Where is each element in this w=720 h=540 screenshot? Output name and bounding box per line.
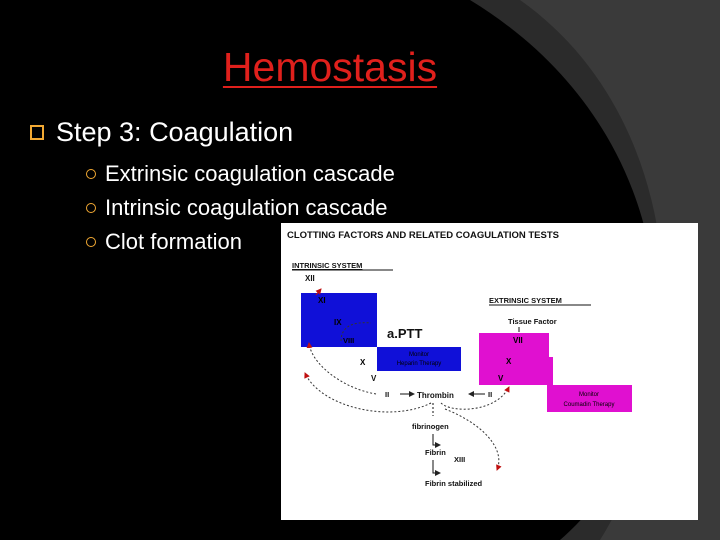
arrow-to-stabilized	[433, 460, 440, 473]
factor-ii-right: II	[488, 390, 493, 399]
factor-x-extrinsic: X	[506, 357, 512, 366]
tissue-factor-label: Tissue Factor	[508, 317, 557, 326]
circle-bullet-icon	[86, 237, 96, 247]
feedback-curve-1	[309, 343, 376, 394]
bullet-text: Step 3: Coagulation	[56, 117, 294, 147]
coagulation-diagram	[281, 223, 698, 520]
extrinsic-system-title: EXTRINSIC SYSTEM	[489, 296, 562, 305]
square-bullet-icon	[30, 125, 44, 140]
sub-bullet-text: Extrinsic coagulation cascade	[105, 161, 395, 186]
sub-bullet-item	[86, 157, 395, 191]
aptt-note-line-1: Monitor	[408, 352, 430, 358]
factor-ii-left: II	[385, 390, 390, 399]
pt-note-line-1: Monitor	[578, 392, 600, 398]
thrombin-label: Thrombin	[417, 391, 454, 400]
pt-note-line-2: Coumadin Therapy	[563, 402, 615, 408]
aptt-note-line-2: Heparin Therapy	[396, 361, 442, 367]
coagulation-diagram-svg	[281, 223, 698, 520]
sub-bullet-text: Clot formation	[105, 229, 242, 254]
factor-v-intrinsic: V	[371, 374, 377, 383]
arrow-to-fibrin	[433, 434, 440, 445]
slide-title: Hemostasis	[222, 44, 438, 90]
factor-xiii: XIII	[454, 455, 466, 464]
circle-bullet-icon	[86, 169, 96, 179]
extrinsic-box-joint	[549, 357, 553, 385]
factor-xii: XII	[305, 274, 315, 283]
factor-x-intrinsic: X	[360, 358, 366, 367]
sub-bullet-text: Intrinsic coagulation cascade	[105, 195, 388, 220]
sub-bullet-item	[86, 191, 395, 225]
intrinsic-system-title: INTRINSIC SYSTEM	[292, 261, 363, 270]
factor-xi: XI	[318, 296, 326, 305]
factor-vii: VII	[513, 336, 523, 345]
fibrin-stabilized-label: Fibrin stabilized	[425, 479, 483, 488]
factor-v-extrinsic: V	[498, 374, 504, 383]
fibrinogen-label: fibrinogen	[412, 422, 449, 431]
bullet-step-3	[30, 117, 293, 148]
pt-label: PT	[554, 364, 571, 379]
factor-viii: VIII	[343, 336, 355, 345]
aptt-box	[377, 347, 461, 371]
diagram-heading: CLOTTING FACTORS AND RELATED COAGULATION TESTS	[287, 230, 559, 241]
fibrin-label: Fibrin	[425, 448, 446, 457]
aptt-label: a.PTT	[387, 326, 423, 341]
circle-bullet-icon	[86, 203, 96, 213]
factor-ix: IX	[334, 318, 342, 327]
